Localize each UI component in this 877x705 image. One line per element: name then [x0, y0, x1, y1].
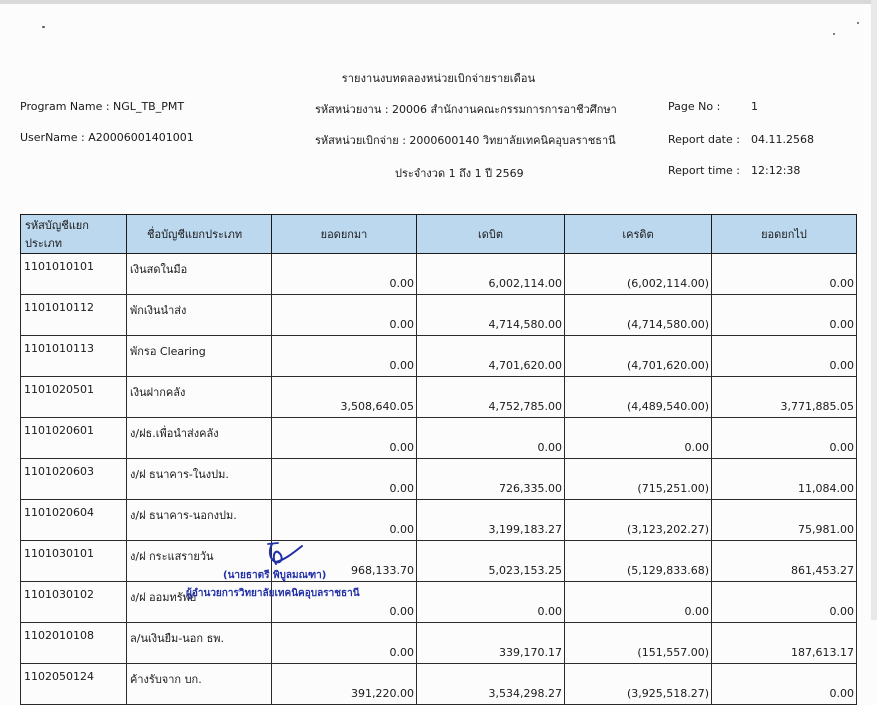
credit-amount: (4,701,620.00) [565, 336, 712, 377]
account-name: ง/ฝธ.เพื่อนำส่งคลัง [127, 418, 272, 459]
scan-speck [857, 22, 859, 24]
disbursing-unit-code: รหัสหน่วยเบิกจ่าย : 2000600140 วิทยาลัยเทคนิคอุบลราชธานี [315, 134, 616, 147]
opening-balance: 0.00 [272, 623, 417, 664]
closing-balance: 0.00 [712, 664, 857, 705]
closing-balance: 3,771,885.05 [712, 377, 857, 418]
report-date-label: Report date : [668, 133, 740, 146]
debit-amount: 4,752,785.00 [417, 377, 565, 418]
closing-balance: 0.00 [712, 418, 857, 459]
table-row [21, 582, 857, 623]
program-name: Program Name : NGL_TB_PMT [20, 100, 185, 113]
agency-code: รหัสหน่วยงาน : 20006 สำนักงานคณะกรรมการการอาชีวศึกษา [315, 103, 617, 116]
signatory-name: (นายธาตรี พิบูลมณฑา) [223, 570, 327, 581]
credit-amount: 0.00 [565, 418, 712, 459]
opening-balance: 0.00 [272, 500, 417, 541]
signatory-position: ผู้อำนวยการวิทยาลัยเทคนิคอุบลราชธานี [186, 588, 360, 599]
credit-amount: (4,714,580.00) [565, 295, 712, 336]
account-code: 1101030101 [21, 541, 127, 582]
closing-balance: 75,981.00 [712, 500, 857, 541]
page-right-edge [871, 0, 877, 620]
debit-amount: 339,170.17 [417, 623, 565, 664]
table-header-row [21, 215, 857, 254]
account-code: 1101020604 [21, 500, 127, 541]
table-row [21, 623, 857, 664]
account-code: 1101020601 [21, 418, 127, 459]
opening-balance: 0.00 [272, 336, 417, 377]
handwritten-signature-icon [262, 538, 306, 568]
opening-balance: 0.00 [272, 254, 417, 295]
table-row [21, 664, 857, 705]
opening-balance: 0.00 [272, 295, 417, 336]
table-row [21, 459, 857, 500]
debit-amount: 6,002,114.00 [417, 254, 565, 295]
account-name: ง/ฝ ธนาคาร-ในงปม. [127, 459, 272, 500]
header-closing-balance: ยอดยกไป [712, 215, 857, 254]
user-name: UserName : A20006001401001 [20, 131, 194, 144]
credit-amount: (5,129,833.68) [565, 541, 712, 582]
header-credit: เครดิต [565, 215, 712, 254]
account-code: 1102050124 [21, 664, 127, 705]
report-time-label: Report time : [668, 164, 741, 177]
table-row [21, 295, 857, 336]
debit-amount: 5,023,153.25 [417, 541, 565, 582]
header-account-code: รหัสบัญชีแยกประเภท [21, 215, 127, 254]
opening-balance: 0.00 [272, 459, 417, 500]
page-no-value: 1 [751, 100, 758, 113]
table-row [21, 254, 857, 295]
table-row [21, 418, 857, 459]
account-name: เงินสดในมือ [127, 254, 272, 295]
credit-amount: (3,925,518.27) [565, 664, 712, 705]
opening-balance: 3,508,640.05 [272, 377, 417, 418]
opening-balance: 0.00 [272, 418, 417, 459]
trial-balance-table [20, 214, 857, 705]
report-period: ประจำงวด 1 ถึง 1 ปี 2569 [395, 167, 524, 180]
closing-balance: 187,613.17 [712, 623, 857, 664]
account-code: 1101020603 [21, 459, 127, 500]
header-debit: เดบิต [417, 215, 565, 254]
account-name: เงินฝากคลัง [127, 377, 272, 418]
table-row [21, 336, 857, 377]
account-code: 1101010112 [21, 295, 127, 336]
page-no-label: Page No : [668, 100, 721, 113]
account-code: 1101020501 [21, 377, 127, 418]
credit-amount: (4,489,540.00) [565, 377, 712, 418]
account-name: ค้างรับจาก บก. [127, 664, 272, 705]
debit-amount: 3,199,183.27 [417, 500, 565, 541]
report-date-value: 04.11.2568 [751, 133, 814, 146]
header-opening-balance: ยอดยกมา [272, 215, 417, 254]
credit-amount: (151,557.00) [565, 623, 712, 664]
account-name: ล/นเงินยืม-นอก ธพ. [127, 623, 272, 664]
opening-balance: 968,133.70 [272, 541, 417, 582]
credit-amount: 0.00 [565, 582, 712, 623]
debit-amount: 3,534,298.27 [417, 664, 565, 705]
credit-amount: (6,002,114.00) [565, 254, 712, 295]
debit-amount: 4,701,620.00 [417, 336, 565, 377]
account-name: พักรอ Clearing [127, 336, 272, 377]
credit-amount: (3,123,202.27) [565, 500, 712, 541]
debit-amount: 0.00 [417, 418, 565, 459]
closing-balance: 0.00 [712, 295, 857, 336]
closing-balance: 0.00 [712, 336, 857, 377]
scan-speck [833, 33, 835, 35]
debit-amount: 0.00 [417, 582, 565, 623]
account-name: ง/ฝ ออมทรัพย์ [127, 582, 272, 623]
opening-balance: 0.00 [272, 582, 417, 623]
account-name: ง/ฝ กระแสรายวัน [127, 541, 272, 582]
table-row [21, 377, 857, 418]
closing-balance: 0.00 [712, 582, 857, 623]
report-time-value: 12:12:38 [751, 164, 801, 177]
closing-balance: 0.00 [712, 254, 857, 295]
closing-balance: 861,453.27 [712, 541, 857, 582]
account-code: 1101010101 [21, 254, 127, 295]
table-row [21, 541, 857, 582]
account-name: พักเงินนำส่ง [127, 295, 272, 336]
page-top-edge [0, 0, 877, 4]
table-row [21, 500, 857, 541]
report-title: รายงานงบทดลองหน่วยเบิกจ่ายรายเดือน [341, 72, 536, 85]
debit-amount: 726,335.00 [417, 459, 565, 500]
header-account-name: ชื่อบัญชีแยกประเภท [127, 215, 272, 254]
debit-amount: 4,714,580.00 [417, 295, 565, 336]
opening-balance: 391,220.00 [272, 664, 417, 705]
account-code: 1101030102 [21, 582, 127, 623]
credit-amount: (715,251.00) [565, 459, 712, 500]
account-code: 1102010108 [21, 623, 127, 664]
account-name: ง/ฝ ธนาคาร-นอกงปม. [127, 500, 272, 541]
scan-speck [42, 26, 45, 28]
closing-balance: 11,084.00 [712, 459, 857, 500]
account-code: 1101010113 [21, 336, 127, 377]
